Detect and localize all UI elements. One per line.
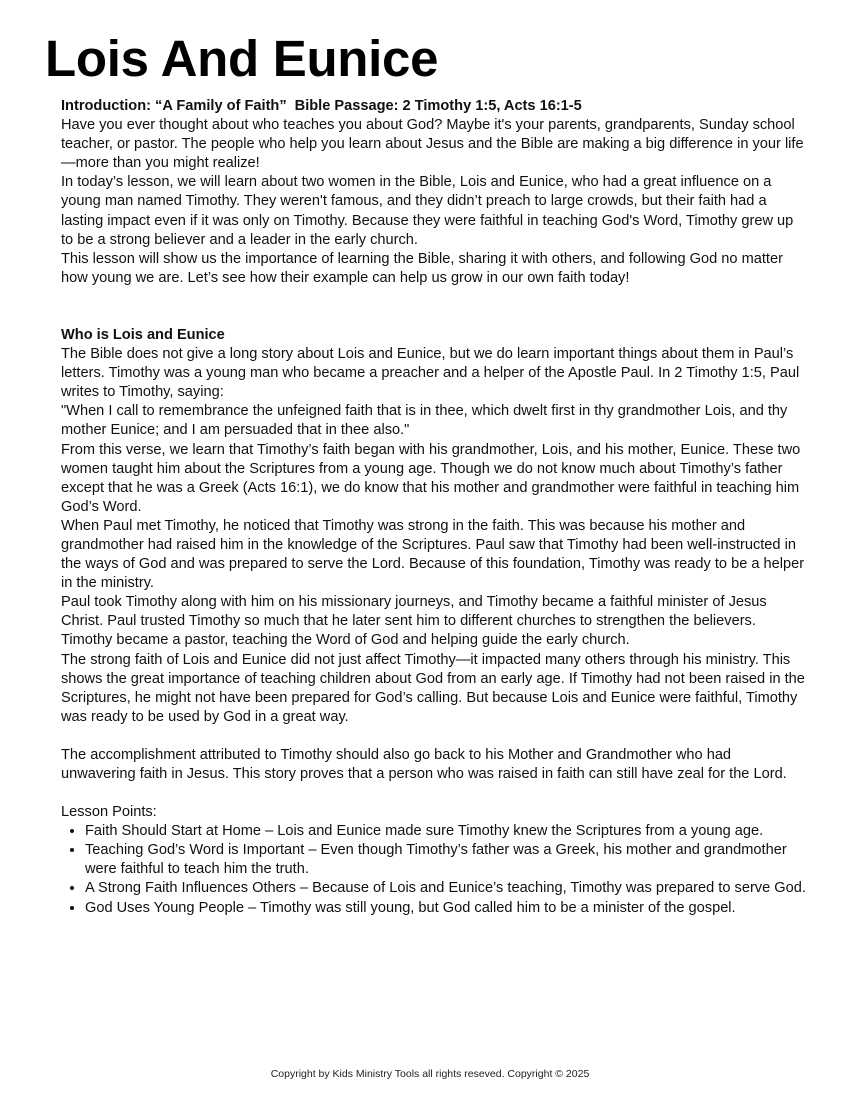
section-spacer	[61, 727, 806, 746]
lesson-point-item: • Teaching God’s Word is Important – Even though Timothy’s father was a Greek, his mother and grandmother were faithful to teach him the truth.	[85, 841, 806, 879]
intro-paragraph: This lesson will show us the importance of learning the Bible, sharing it with others, and following God no matter how young we are. Let’s see how their example can help us grow in our own faith today!	[61, 250, 783, 286]
section-spacer	[61, 784, 806, 803]
who-paragraph: When Paul met Timothy, he noticed that Timothy was strong in the faith. This was because his mother and grandmother had raised him in the knowledge of the Scriptures. Paul saw that Timothy had been well-instructed in the ways of God and was prepared to serve the Lord. Because of this foundation, Timothy was ready to be a helper in the ministry.	[61, 517, 805, 592]
lesson-point-item: • God Uses Young People – Timothy was still young, but God called him to be a minister of the gospel.	[85, 899, 806, 918]
lesson-body	[61, 97, 806, 918]
lesson-points-list	[61, 822, 806, 917]
lesson-point-item: • A Strong Faith Influences Others – Because of Lois and Eunice’s teaching, Timothy was prepared to serve God.	[85, 879, 806, 898]
intro-heading	[61, 97, 806, 116]
intro-paragraph: Have you ever thought about who teaches you about God? Maybe it's your parents, grandparents, Sunday school teacher, or pastor. The people who help you learn about Jesus and the Bible are making a big difference in your life—more than you might realize!	[61, 117, 804, 172]
page-title: Lois And Eunice	[45, 30, 439, 87]
intro-heading-passage: Bible Passage: 2 Timothy 1:5, Acts 16:1-5	[294, 98, 582, 114]
who-paragraph: The strong faith of Lois and Eunice did not just affect Timothy—it impacted many others through his ministry. This shows the great importance of teaching children about God from an early age. If Timothy had not been raised in the Scriptures, he might not have been prepared for God’s calling. But because Lois and Eunice were faithful, Timothy was ready to be used by God in a great way.	[61, 651, 805, 725]
lesson-point-item: • Faith Should Start at Home – Lois and Eunice made sure Timothy knew the Scriptures from a young age.	[85, 822, 806, 841]
scripture-quote: "When I call to remembrance the unfeigned faith that is in thee, which dwelt first in thy grandmother Lois, and thy mother Eunice; and I am persuaded that in thee also."	[61, 403, 788, 439]
copyright-footer: Copyright by Kids Ministry Tools all rights reseved. Copyright © 2025	[270, 1068, 590, 1080]
who-paragraph: Paul took Timothy along with him on his missionary journeys, and Timothy became a faithful minister of Jesus Christ. Paul trusted Timothy so much that he later sent him to different churches to strengthen the believers. Timothy became a pastor, teaching the Word of God and helping guide the early church.	[61, 594, 767, 649]
lesson-points-heading: Lesson Points:	[61, 804, 157, 821]
accomplishment-paragraph: The accomplishment attributed to Timothy should also go back to his Mother and Grandmother who had unwavering faith in Jesus. This story proves that a person who was raised in faith can still have zeal for the Lord.	[61, 746, 787, 782]
who-paragraph: From this verse, we learn that Timothy’s faith began with his grandmother, Lois, and his mother, Eunice. These two women taught him about the Scriptures from a young age. Though we do not know much about Timothy’s father except that he was a Greek (Acts 16:1), we do know that his mother and grandmother were faithful in teaching him God’s Word.	[61, 441, 801, 515]
who-paragraph: The Bible does not give a long story about Lois and Eunice, but we do learn important things about them in Paul’s letters. Timothy was a young man who became a preacher and a helper of the Apostle Paul. In 2 Timothy 1:5, Paul writes to Timothy, saying:	[61, 346, 800, 401]
intro-paragraph: In today’s lesson, we will learn about two women in the Bible, Lois and Eunice, who had a great influence on a young man named Timothy. They weren't famous, and they didn’t preach to large crowds, but their faith had a lasting impact even if it was only on Timothy. Because they were faithful in teaching God's Word, Timothy grew up to be a strong believer and a leader in the early church.	[61, 174, 794, 248]
section-spacer	[61, 288, 806, 326]
intro-heading-label: Introduction: “A Family of Faith”	[61, 98, 287, 114]
who-heading: Who is Lois and Eunice	[61, 326, 225, 343]
